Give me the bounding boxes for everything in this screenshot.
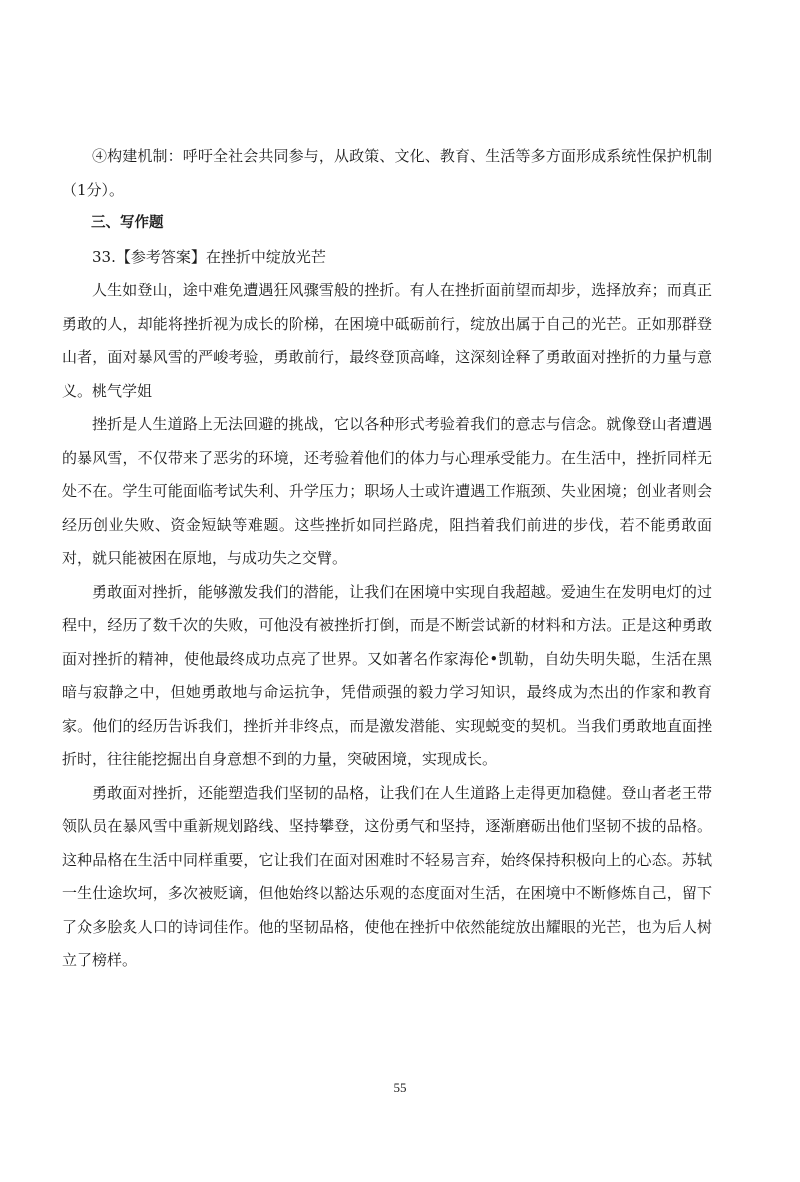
paragraph-potential: 勇敢面对挫折，能够激发我们的潜能，让我们在困境中实现自我超越。爱迪生在发明电灯的过程中，经历了数千次的失败，可他没有被挫折打倒，而是不断尝试新的材料和方法。正是这种勇敢面对挫折的精神，使他最终成功点亮了世界。又如著名作家海伦•凯勒，自幼失明失聪，生活在黑暗与寂静之中，但她勇敢地与命运抗争，凭借顽强的毅力学习知识，最终成为杰出的作家和教育家。他们的经历告诉我们，挫折并非终点，而是激发潜能、实现蜕变的契机。当我们勇敢地直面挫折时，往往能挖掘出自身意想不到的力量，突破困境，实现成长。: [62, 582, 712, 768]
paragraph-challenge: 挫折是人生道路上无法回避的挑战，它以各种形式考验着我们的意志与信念。就像登山者遭遇的暴风雪，不仅带来了恶劣的环境，还考验着他们的体力与心理承受能力。在生活中，挫折同样无处不在。学生可能面临考试失利、升学压力；职场人士或许遭遇工作瓶颈、失业困境；创业者则会经历创业失败、资金短缺等难题。这些挫折如同拦路虎，阻挡着我们前进的步伐，若不能勇敢面对，就只能被困在原地，与成功失之交臂。: [62, 415, 712, 567]
paragraph-character: 勇敢面对挫折，还能塑造我们坚韧的品格，让我们在人生道路上走得更加稳健。登山者老王带领队员在暴风雪中重新规划路线、坚持攀登，这份勇气和坚持，逐渐磨砺出他们坚韧不拔的品格。这种品格在生活中同样重要，它让我们在面对困难时不轻易言弃，始终保持积极向上的心态。苏轼一生仕途坎坷，多次被贬谪，但他始终以豁达乐观的态度面对生活，在困境中不断修炼自己，留下了众多脍炙人口的诗词佳作。他的坚韧品格，使他在挫折中依然能绽放出耀眼的光芒，也为后人树立了榜样。: [62, 783, 712, 969]
document-body: [62, 140, 712, 978]
paragraph-intro: 人生如登山，途中难免遭遇狂风骤雪般的挫折。有人在挫折面前望而却步，选择放弃；而真正勇敢的人，却能将挫折视为成长的阶梯，在困境中砥砺前行，绽放出属于自己的光芒。正如那群登山者，面对暴风雪的严峻考验，勇敢前行，最终登顶高峰，这深刻诠释了勇敢面对挫折的力量与意义。桃气学姐: [62, 281, 712, 400]
page-number: 55: [393, 1080, 407, 1095]
paragraph-protection-mechanism: ④构建机制：呼吁全社会共同参与，从政策、文化、教育、生活等多方面形成系统性保护机制（1分）。: [62, 147, 712, 199]
paragraph-reference-answer-title: 33.【参考答案】在挫折中绽放光芒: [92, 247, 326, 266]
section-heading-writing: 三、写作题: [91, 215, 164, 231]
